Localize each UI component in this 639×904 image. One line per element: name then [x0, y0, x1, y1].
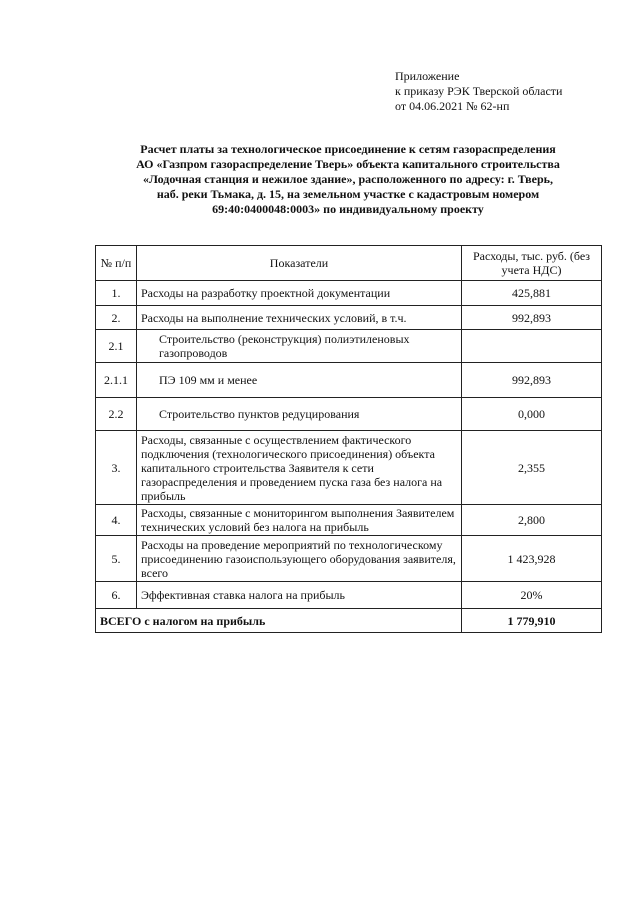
title-line: наб. реки Тьмака, д. 15, на земельном участке с кадастровым номером	[156, 187, 540, 201]
table-row	[96, 431, 602, 505]
title-line: «Лодочная станция и нежилое здание», расположенного по адресу: г. Тверь,	[143, 172, 553, 186]
table-row	[96, 363, 602, 398]
table-row	[96, 398, 602, 431]
table-row	[96, 281, 602, 306]
table-row	[96, 330, 602, 363]
row-value: 20%	[462, 582, 602, 609]
row-name: Расходы на проведение мероприятий по технологическому присоединению газоиспользующего оборудования заявителя, всего	[137, 536, 462, 582]
calculation-table	[95, 245, 602, 633]
row-value: 425,881	[462, 281, 602, 306]
title-line: 69:40:0400048:0003» по индивидуальному проекту	[212, 202, 484, 216]
header-value: Расходы, тыс. руб. (без учета НДС)	[462, 246, 602, 281]
table-total-row	[96, 609, 602, 633]
row-num: 2.1.1	[96, 363, 137, 398]
row-value: 2,800	[462, 505, 602, 536]
row-value	[462, 330, 602, 363]
table-row	[96, 505, 602, 536]
appendix-block	[395, 69, 562, 114]
row-name: Строительство (реконструкция) полиэтиленовых газопроводов	[137, 330, 462, 363]
row-value: 992,893	[462, 306, 602, 330]
row-num: 1.	[96, 281, 137, 306]
row-num: 2.	[96, 306, 137, 330]
row-name: Расходы на разработку проектной документации	[137, 281, 462, 306]
appendix-line: Приложение	[395, 69, 460, 83]
title-line: АО «Газпром газораспределение Тверь» объекта капитального строительства	[136, 157, 560, 171]
row-value: 1 423,928	[462, 536, 602, 582]
total-value: 1 779,910	[462, 609, 602, 633]
appendix-line: от 04.06.2021 № 62-нп	[395, 99, 510, 113]
header-num: № п/п	[96, 246, 137, 281]
row-name: Расходы на выполнение технических условий, в т.ч.	[137, 306, 462, 330]
table-header-row	[96, 246, 602, 281]
row-num: 4.	[96, 505, 137, 536]
header-name: Показатели	[137, 246, 462, 281]
row-name: Расходы, связанные с осуществлением фактического подключения (технологического присоединения) объекта капитального строительства Заявителя к сети газораспределения и проведением пуска газа без налога на прибыль	[137, 431, 462, 505]
row-num: 3.	[96, 431, 137, 505]
row-value: 0,000	[462, 398, 602, 431]
row-num: 2.2	[96, 398, 137, 431]
row-name: Эффективная ставка налога на прибыль	[137, 582, 462, 609]
row-name: Расходы, связанные с мониторингом выполнения Заявителем технических условий без налога на прибыль	[137, 505, 462, 536]
total-label: ВСЕГО с налогом на прибыль	[96, 609, 462, 633]
row-name: Строительство пунктов редуцирования	[137, 398, 462, 431]
table-row	[96, 536, 602, 582]
row-num: 6.	[96, 582, 137, 609]
row-name: ПЭ 109 мм и менее	[137, 363, 462, 398]
row-num: 2.1	[96, 330, 137, 363]
appendix-line: к приказу РЭК Тверской области	[395, 84, 563, 98]
row-num: 5.	[96, 536, 137, 582]
table-row	[96, 306, 602, 330]
row-value: 992,893	[462, 363, 602, 398]
row-value: 2,355	[462, 431, 602, 505]
title-line: Расчет платы за технологическое присоединение к сетям газораспределения	[140, 142, 556, 156]
table-row	[96, 582, 602, 609]
document-title	[95, 142, 601, 217]
